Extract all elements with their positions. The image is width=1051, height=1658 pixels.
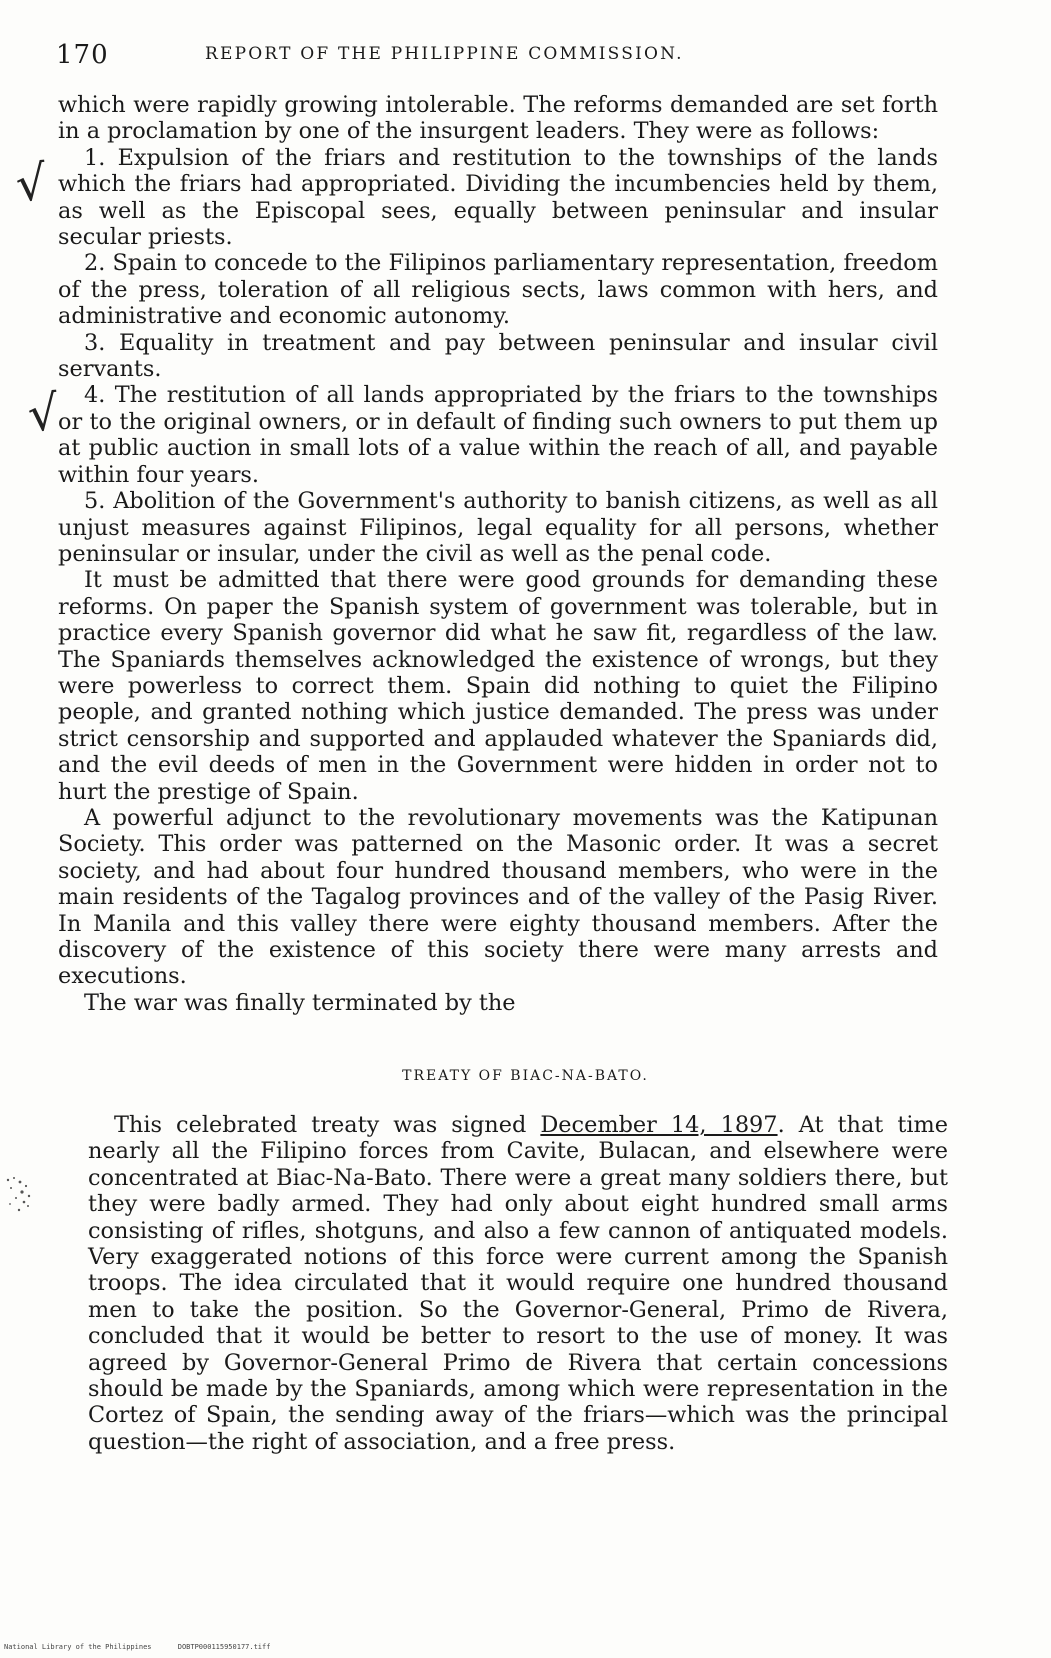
- text-segment: This celebrated treaty was signed: [114, 1112, 541, 1138]
- reform-item-4: 4. The restitution of all lands appropriated by the friars to the townships or to the original owners, or in default of finding such owners to put them up at public auction in small lots of a value within the reach of all, and payable within four years.: [58, 382, 938, 488]
- treaty-date: December 14, 1897: [540, 1112, 778, 1138]
- section-heading: TREATY OF BIAC-NA-BATO.: [402, 1068, 649, 1084]
- footer-filename: DOBTP000115950177.tiff: [177, 1643, 271, 1651]
- reform-item-3: 3. Equality in treatment and pay between peninsular and insular civil servants.: [58, 329, 938, 383]
- running-head: REPORT OF THE PHILIPPINE COMMISSION.: [205, 44, 684, 64]
- reform-item-1: 1. Expulsion of the friars and restitution to the townships of the lands which the friars had appropriated. Dividing the incumbencies held by them, as well as the Episcopal sees, equally between peninsular and insular secular priests.: [58, 144, 938, 251]
- paragraph: A powerful adjunct to the revolutionary movements was the Katipunan Society. This order was patterned on the Masonic order. It was a secret society, and had about four hundred thousand members, who were in the main residents of the Tagalog provinces and of the valley of the Pasig River. In Manila and this valley there were eighty thousand members. After the discovery of the existence of this society there were many arrests and executions.: [58, 804, 938, 990]
- paragraph: It must be admitted that there were good grounds for demanding these reforms. On paper the Spanish system of government was tolerable, but in practice every Spanish governor did what he saw fit, regardless of the law. The Spaniards themselves acknowledged the existence of wrongs, but they were powerless to correct them. Spain did nothing to quiet the Filipino people, and granted nothing which justice demanded. The press was under strict censorship and supported and applauded whatever the Spaniards did, and the evil deeds of men in the Government were hidden in order not to hurt the prestige of Spain.: [58, 567, 938, 805]
- footer-metadata: [4, 1643, 292, 1651]
- footer-source: National Library of the Philippines: [4, 1643, 152, 1651]
- paragraph: [88, 1112, 948, 1455]
- paragraph: which were rapidly growing intolerable. The reforms demanded are set forth in a proclamation by one of the insurgent leaders. They were as follows:: [58, 92, 938, 145]
- check-mark-1: √: [13, 154, 50, 214]
- reform-item-2: 2. Spain to concede to the Filipinos parliamentary representation, freedom of the press, toleration of all religious sects, laws common with hers, and administrative and economic autonomy.: [58, 250, 938, 330]
- text-segment: . At that time nearly all the Filipino forces from Cavite, Bulacan, and elsewhere were concentrated at Biac-Na-Bato. There were a great many soldiers there, but they were badly armed. They had only about eight hundred small arms consisting of rifles, shotguns, and also a few cannon of antiquated models. Very exaggerated notions of this force were current among the Spanish troops. The idea circulated that it would require one hundred thousand men to take the position. So the Governor-General, Primo de Rivera, concluded that it would be better to resort to the use of money. It was agreed by Governor-General Primo de Rivera that certain concessions should be made by the Spaniards, among which were representation in the Cortez of Spain, the sending away of the friars—which was the principal question—the right of association, and a free press.: [88, 1112, 948, 1455]
- check-mark-2: √: [25, 384, 62, 444]
- page-number: 170: [56, 40, 109, 70]
- body-text-part-1: [58, 92, 938, 1016]
- body-text-part-2: [88, 1112, 948, 1455]
- paragraph: The war was finally terminated by the: [84, 989, 516, 1016]
- margin-stain: [2, 1172, 38, 1218]
- reform-item-5: 5. Abolition of the Government's authority to banish citizens, as well as all unjust measures against Filipinos, legal equality for all persons, whether peninsular or insular, under the civil as well as the penal code.: [58, 488, 938, 567]
